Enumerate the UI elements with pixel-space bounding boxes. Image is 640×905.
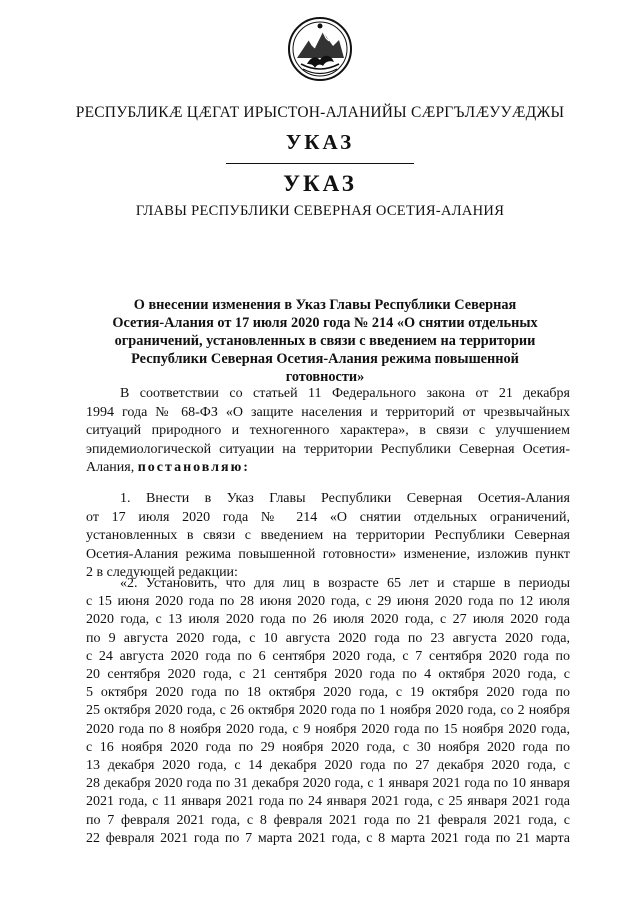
- paragraph-line: 2020 года по 8 ноября 2020 года, с 9 ноября 2020 года по 15 ноября 2020 года,: [86, 721, 570, 737]
- paragraph-line: с 15 июня 2020 года по 28 июня 2020 года, с 29 июня 2020 года по 12 июля: [86, 594, 570, 610]
- paragraph-line: 2021 года, с 11 января 2021 года по 24 января 2021 года, с 25 января 2021 года: [86, 794, 570, 810]
- paragraph-line: «2. Установить, что для лиц в возрасте 65 лет и старше в периоды: [120, 576, 570, 591]
- paragraph-line: эпидемиологической ситуации на территории Республики Северная Осетия-: [86, 441, 570, 457]
- paragraph-line: с 24 августа 2020 года по 6 сентября 2020 года, с 7 сентября 2020 года по: [86, 648, 570, 664]
- paragraph-line: 28 декабря 2020 года по 31 декабря 2020 года, с 1 января 2021 года по 10 января: [86, 776, 570, 792]
- subject-line: ограничений, установленных в связи с введением на территории: [114, 333, 536, 349]
- resolve-keyword: постановляю:: [137, 460, 250, 476]
- paragraph-line: 2 в следующей редакции:: [86, 565, 238, 581]
- preamble-last-prefix: Алания,: [86, 460, 138, 476]
- subject-line: Осетия-Алания от 17 июля 2020 года № 214 «О снятии отдельных: [112, 315, 538, 331]
- subject-line: О внесении изменения в Указ Главы Республики Северная: [133, 297, 517, 313]
- decree-heading-ossetian: УКАЗ: [285, 130, 355, 154]
- paragraph-line: ситуаций природного и техногенного характера», в связи с улучшением: [86, 423, 570, 439]
- paragraph-line: 5 октября 2020 года по 18 октября 2020 года, с 19 октября 2020 года по: [86, 685, 570, 701]
- paragraph-line: по 7 февраля 2021 года, с 8 февраля 2021 года по 21 февраля 2021 года, с: [86, 812, 570, 828]
- paragraph-line: по 9 августа 2020 года, с 10 августа 2020 года по 23 августа 2020 года,: [86, 630, 570, 646]
- paragraph-line: [86, 459, 570, 478]
- decree-subject: [96, 296, 554, 386]
- paragraph-line: 20 сентября 2020 года, с 21 сентября 2020 года по 4 октября 2020 года, с: [86, 667, 570, 683]
- preamble-paragraph: [86, 385, 570, 478]
- ossetian-republic-title: РЕСПУБЛИКӔ ЦӔГАТ ИРЫСТОН-АЛАНИЙЫ СӔРГЪЛӔУУӔДЖЫ: [75, 104, 565, 121]
- item-1-paragraph: [86, 490, 570, 583]
- paragraph-line: 1. Внести в Указ Главы Республики Северная Осетия-Алания: [120, 491, 570, 506]
- header-divider: [226, 163, 414, 164]
- item-2-paragraph: [86, 575, 570, 848]
- paragraph-line: Осетия-Алания режима повышенной готовности» изменение, изложив пункт: [86, 546, 570, 562]
- head-of-republic-title: ГЛАВЫ РЕСПУБЛИКИ СЕВЕРНАЯ ОСЕТИЯ-АЛАНИЯ: [135, 203, 505, 219]
- paragraph-line: 1994 года № 68-ФЗ «О защите населения и территорий от чрезвычайных: [86, 404, 570, 420]
- paragraph-line: В соответствии со статьей 11 Федерального закона от 21 декабря: [120, 386, 570, 401]
- paragraph-line: с 16 ноября 2020 года по 29 ноября 2020 года, с 30 ноября 2020 года по: [86, 739, 570, 755]
- paragraph-line: 25 октября 2020 года, с 26 октября 2020 года по 1 ноября 2020 года, со 2 ноября: [86, 703, 570, 719]
- decree-heading-russian: УКАЗ: [283, 171, 357, 196]
- paragraph-line: установленных в связи с введением на территории Республики Северная: [86, 528, 570, 544]
- paragraph-line: 2020 года, с 13 июля 2020 года по 26 июля 2020 года, с 27 июля 2020 года: [86, 612, 570, 628]
- subject-line: Республики Северная Осетия-Алания режима повышенной готовности»: [131, 351, 519, 385]
- paragraph-line: 22 февраля 2021 года по 7 марта 2021 года, с 8 марта 2021 года по 21 марта: [86, 830, 570, 846]
- coat-of-arms-emblem: [287, 14, 353, 84]
- paragraph-line: 13 декабря 2020 года, с 14 декабря 2020 года по 27 декабря 2020 года, с: [86, 758, 570, 774]
- paragraph-line: от 17 июля 2020 года № 214 «О снятии отдельных ограничений,: [86, 509, 570, 525]
